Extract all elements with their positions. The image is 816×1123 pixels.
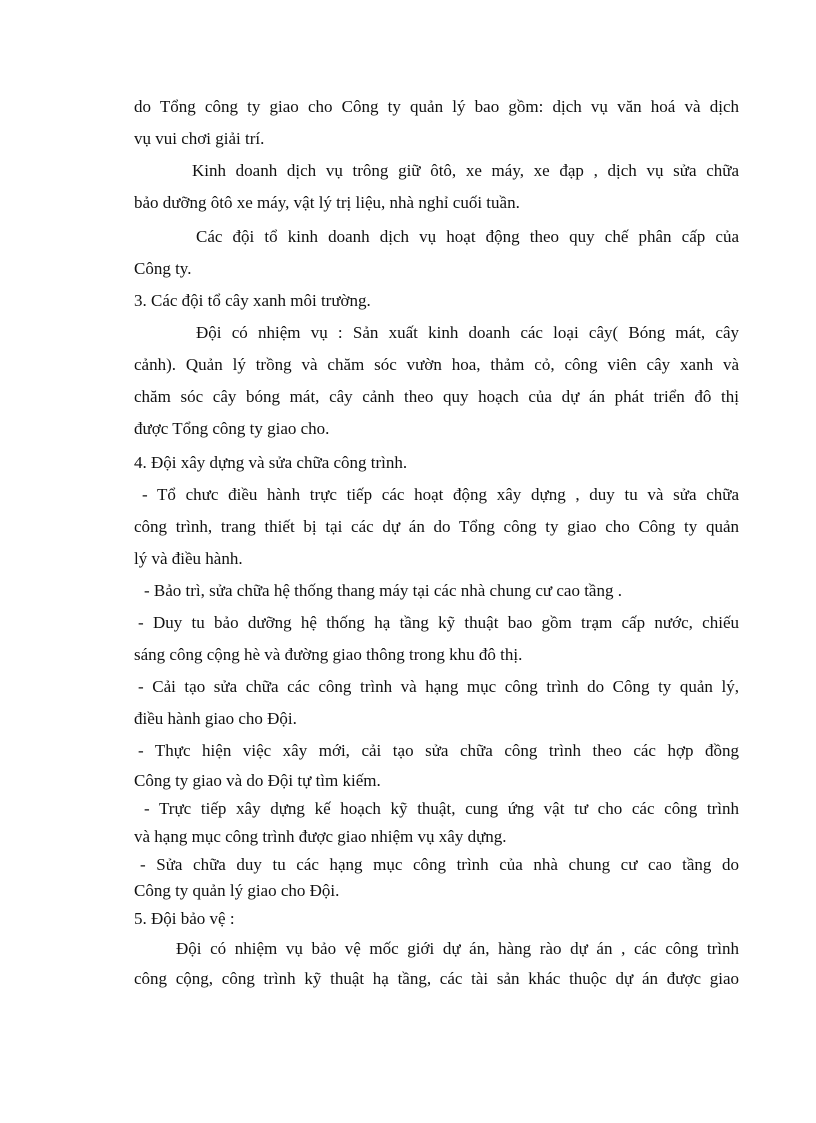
text-line: bảo dưỡng ôtô xe máy, vật lý trị liệu, nhà nghỉ cuối tuần. — [134, 193, 520, 212]
list-item: - Bảo trì, sửa chữa hệ thống thang máy tại các nhà chung cư cao tầng . — [144, 581, 622, 600]
text-line: lý và điều hành. — [134, 549, 243, 568]
text-line: Các đội tổ kinh doanh dịch vụ hoạt động theo quy chế phân cấp của — [196, 227, 739, 246]
list-item: - Trực tiếp xây dựng kế hoạch kỹ thuật, cung ứng vật tư cho các công trình — [144, 799, 739, 818]
text-line: được Tổng công ty giao cho. — [134, 419, 330, 438]
text-line: Công ty quản lý giao cho Đội. — [134, 881, 340, 900]
text-line: Kinh doanh dịch vụ trông giữ ôtô, xe máy, xe đạp , dịch vụ sửa chữa — [192, 161, 739, 180]
text-line: Đội có nhiệm vụ bảo vệ mốc giới dự án, hàng rào dự án , các công trình — [176, 939, 739, 958]
section-heading: 3. Các đội tổ cây xanh môi trường. — [134, 291, 371, 310]
text-line: do Tổng công ty giao cho Công ty quản lý bao gồm: dịch vụ văn hoá và dịch — [134, 97, 739, 116]
list-item: - Thực hiện việc xây mới, cải tạo sửa chữa công trình theo các hợp đồng — [138, 741, 739, 760]
section-heading: 5. Đội bảo vệ : — [134, 909, 235, 928]
text-line: Công ty. — [134, 259, 192, 278]
section-heading: 4. Đội xây dựng và sửa chữa công trình. — [134, 453, 408, 472]
list-item: - Sửa chữa duy tu các hạng mục công trình của nhà chung cư cao tầng do — [140, 855, 739, 874]
list-item: - Cải tạo sửa chữa các công trình và hạng mục công trình do Công ty quản lý, — [138, 677, 739, 696]
text-line: điều hành giao cho Đội. — [134, 709, 297, 728]
text-line: công cộng, công trình kỹ thuật hạ tầng, các tài sản khác thuộc dự án được giao — [134, 969, 739, 988]
text-line: vụ vui chơi giải trí. — [134, 129, 265, 148]
text-line: chăm sóc cây bóng mát, cây cảnh theo quy hoạch của dự án phát triển đô thị — [134, 387, 739, 406]
text-line: Đội có nhiệm vụ : Sản xuất kinh doanh các loại cây( Bóng mát, cây — [196, 323, 739, 342]
list-item: - Duy tu bảo dưỡng hệ thống hạ tầng kỹ thuật bao gồm trạm cấp nước, chiếu — [138, 613, 739, 632]
text-line: Công ty giao và do Đội tự tìm kiếm. — [134, 771, 381, 790]
text-line: công trình, trang thiết bị tại các dự án do Tổng công ty giao cho Công ty quản — [134, 517, 739, 536]
text-line: - Tổ chưc điều hành trực tiếp các hoạt động xây dựng , duy tu và sửa chữa — [142, 485, 739, 504]
text-line: cảnh). Quản lý trồng và chăm sóc vườn hoa, thảm cỏ, công viên cây xanh và — [134, 355, 739, 374]
text-line: sáng công cộng hè và đường giao thông trong khu đô thị. — [134, 645, 523, 664]
text-line: và hạng mục công trình được giao nhiệm vụ xây dựng. — [134, 827, 507, 846]
